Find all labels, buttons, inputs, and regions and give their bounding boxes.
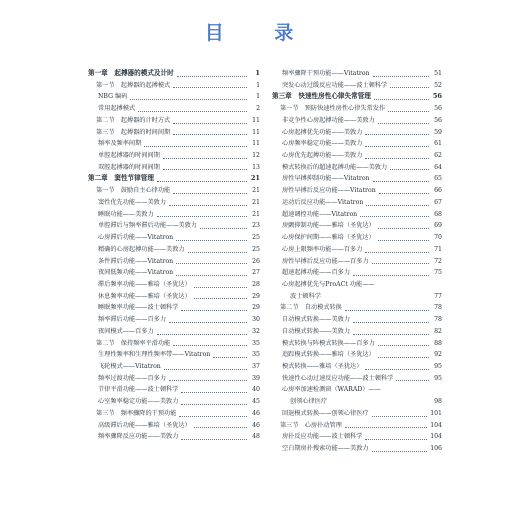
toc-subentry — [272, 431, 442, 443]
toc-subentry — [88, 361, 260, 373]
toc-page-number: 68 — [434, 210, 442, 218]
toc-leader-dots — [396, 380, 429, 381]
toc-entry-text: 运动后反应功能——Vitatron — [282, 198, 364, 206]
toc-subentry — [272, 127, 442, 139]
toc-leader-dots — [194, 427, 247, 428]
toc-subentry — [272, 256, 442, 268]
toc-entry-text: 第二节 保持频率平滑功能 — [96, 339, 171, 347]
toc-leader-dots — [378, 240, 429, 241]
toc-entry-text: 第三节 心房扑动管理 — [280, 421, 342, 429]
toc-page-number: 2 — [256, 105, 260, 113]
toc-page-number: 29 — [252, 292, 260, 300]
toc-subentry — [88, 420, 260, 432]
toc-entry-text: 波士顿科学 — [290, 292, 321, 300]
toc-subentry — [88, 302, 260, 314]
toc-entry-text: 心房优先起搏功能——美敦力 — [282, 152, 363, 160]
toc-leader-dots — [353, 275, 429, 276]
toc-entry-text: 第一节 预防快速性房性心律失常发作 — [280, 105, 386, 113]
toc-leader-dots — [181, 310, 247, 311]
toc-subentry — [272, 279, 442, 291]
toc-page-number: 88 — [434, 339, 442, 347]
toc-subentry — [88, 162, 260, 174]
toc-entry-text: 房扑反应功能——波士顿科学 — [282, 433, 363, 441]
toc-page-number: 35 — [252, 339, 260, 347]
toc-right-column — [272, 68, 442, 455]
toc-subentry — [272, 291, 442, 303]
toc-subentry — [272, 173, 442, 185]
toc-subentry — [88, 431, 260, 443]
toc-leader-dots — [365, 252, 429, 253]
toc-page-number: 92 — [434, 351, 442, 359]
toc-subentry — [88, 314, 260, 326]
toc-page-number: 11 — [252, 128, 260, 136]
toc-page-number: 46 — [252, 421, 260, 429]
toc-leader-dots — [345, 427, 427, 428]
toc-leader-dots — [360, 216, 429, 217]
toc-entry-text: 第一节 起搏器的起搏模式 — [96, 81, 171, 89]
toc-entry-text: 超速起搏功能——百多力 — [282, 269, 351, 277]
toc-page-number: 13 — [252, 163, 260, 171]
toc-entry-text: 非竞争性心房起搏功能——美敦力 — [282, 116, 375, 124]
toc-subentry — [272, 338, 442, 350]
toc-leader-dots — [144, 146, 247, 147]
toc-section-entry — [88, 80, 260, 92]
toc-subentry — [88, 197, 260, 209]
toc-leader-dots — [390, 169, 429, 170]
toc-subentry — [272, 220, 442, 232]
toc-leader-dots — [181, 404, 247, 405]
toc-subentry — [88, 220, 260, 232]
toc-leader-dots — [388, 111, 429, 112]
toc-section-entry — [88, 115, 260, 127]
toc-entry-text: 心房率加速检测窗（WARAD）—— — [282, 386, 381, 394]
toc-leader-dots — [374, 99, 429, 100]
toc-page-number: 78 — [434, 304, 442, 312]
page-title: 目 录 — [204, 22, 316, 44]
toc-page-number: 51 — [434, 70, 442, 77]
toc-chapter-entry — [272, 91, 442, 103]
toc-entry-text: 超速调控功能——Vitatron — [282, 210, 358, 218]
toc-leader-dots — [345, 310, 429, 311]
toc-page-number: 82 — [434, 327, 442, 335]
toc-entry-text: 飞轮模式——Vitatron — [98, 362, 161, 370]
toc-entry-text: 模式转换后的超速起搏功能——美敦力 — [282, 163, 388, 171]
toc-subentry — [88, 244, 260, 256]
toc-entry-text: 第三节 起搏器的时间间期 — [96, 128, 171, 136]
toc-subentry — [272, 361, 442, 373]
toc-subentry — [88, 138, 260, 150]
toc-page-number: 21 — [252, 198, 260, 206]
toc-entry-text: 睡眠功能——美敦力 — [98, 210, 154, 218]
toc-leader-dots — [365, 439, 427, 440]
toc-entry-text: 单腔起搏器的时间间期 — [98, 152, 160, 160]
toc-page-number: 26 — [252, 257, 260, 265]
toc-leader-dots — [173, 87, 247, 88]
toc-entry-text: 模式转换——雅培（圣犹达） — [282, 362, 363, 370]
toc-leader-dots — [163, 158, 247, 159]
toc-entry-text: 心房起搏优先功能——美敦力 — [282, 128, 363, 136]
toc-leader-dots — [173, 134, 247, 135]
toc-leader-dots — [353, 322, 429, 323]
toc-page-number: 35 — [252, 351, 260, 359]
toc-page-number: 32 — [252, 327, 260, 335]
toc-leader-dots — [366, 205, 429, 206]
toc-entry-text: 心房上限频率功能——百多力 — [282, 245, 363, 253]
toc-entry-text: 模式转换与阵模式转换——百多力 — [282, 339, 375, 347]
toc-leader-dots — [194, 287, 247, 288]
toc-entry-text: 空白期房扑搜索功能——美敦力 — [282, 445, 369, 452]
toc-page-number: 46 — [252, 409, 260, 417]
toc-leader-dots — [373, 76, 429, 77]
toc-entry-text: 房性早搏后反应功能——百多力 — [282, 257, 369, 265]
toc-page-number: 30 — [252, 316, 260, 324]
toc-section-entry — [272, 103, 442, 115]
toc-entry-text: 精确的心房起搏功能——美敦力 — [98, 245, 185, 253]
toc-entry-text: 频率滞后功能——百多力 — [98, 316, 167, 324]
toc-subentry — [272, 68, 442, 80]
toc-entry-text: 频率过渡功能——百多力 — [98, 374, 167, 382]
toc-entry-text: 滞后频率功能——雅培（圣犹达） — [98, 280, 191, 288]
toc-subentry — [272, 244, 442, 256]
toc-page-number: 23 — [252, 222, 260, 230]
toc-leader-dots — [372, 416, 428, 417]
toc-page-number: 77 — [434, 292, 442, 300]
toc-page-number: 21 — [250, 174, 260, 183]
toc-entry-text: 第二节 自动模式转换 — [280, 304, 342, 312]
toc-subentry — [272, 384, 442, 396]
toc-leader-dots — [372, 263, 429, 264]
toc-leader-dots — [179, 416, 247, 417]
toc-leader-dots — [378, 228, 429, 229]
toc-subentry — [88, 326, 260, 338]
toc-entry-text: 第二章 窦性节律管理 — [88, 174, 154, 183]
toc-entry-text: 房性早搏后反应功能——Vitatron — [282, 187, 376, 195]
toc-page-number: 61 — [434, 140, 442, 148]
toc-entry-text: 心房滞后功能——Vitatron — [98, 234, 174, 242]
toc-subentry — [272, 314, 442, 326]
toc-chapter-entry — [88, 68, 260, 80]
toc-page-number: 104 — [430, 421, 442, 429]
toc-entry-text: 心房起搏优先与ProACt 功能—— — [282, 280, 375, 288]
toc-leader-dots — [378, 357, 429, 358]
toc-page-number: 75 — [434, 269, 442, 277]
toc-page-number: 25 — [252, 234, 260, 242]
toc-page-number: 69 — [434, 222, 442, 230]
toc-page-number: 71 — [434, 245, 442, 253]
toc-subentry — [272, 326, 442, 338]
toc-entry-text: 频率及频率间期 — [98, 140, 142, 148]
toc-entry-text: 房颤抑制功能——雅培（圣犹达） — [282, 222, 375, 230]
toc-entry-text: 生理性频率和生理性频率带——Vitatron — [98, 351, 211, 359]
toc-page-number: 27 — [252, 269, 260, 277]
toc-subentry — [88, 209, 260, 221]
toc-leader-dots — [390, 87, 429, 88]
toc-page-number: 48 — [252, 433, 260, 441]
toc-subentry — [88, 396, 260, 408]
toc-entry-text: 心房保护间期——雅培（圣犹达） — [282, 234, 375, 242]
toc-page-number: 39 — [252, 374, 260, 382]
toc-page-number: 98 — [434, 398, 442, 406]
toc-leader-dots — [365, 158, 429, 159]
toc-entry-text: 自动模式转换——美敦力 — [282, 316, 351, 324]
toc-entry-text: 休息频率功能——雅培（圣犹达） — [98, 292, 191, 300]
toc-subentry — [88, 232, 260, 244]
toc-leader-dots — [169, 322, 247, 323]
toc-entry-text: 窦性优先功能——美敦力 — [98, 198, 167, 206]
toc-subentry — [272, 443, 442, 455]
toc-page-number: 66 — [434, 187, 442, 195]
toc-page-number: 29 — [252, 304, 260, 312]
toc-subentry — [272, 267, 442, 279]
toc-subentry — [88, 256, 260, 268]
toc-page-number: 1 — [255, 69, 260, 77]
toc-leader-dots — [157, 216, 247, 217]
toc-page-number: 72 — [434, 257, 442, 265]
toc-subentry — [88, 91, 260, 103]
toc-leader-dots — [188, 252, 247, 253]
toc-leader-dots — [157, 181, 247, 182]
toc-page-number: 11 — [252, 116, 260, 124]
toc-page-number: 52 — [434, 81, 442, 89]
toc-subentry — [88, 349, 260, 361]
toc-page-number: 25 — [252, 245, 260, 253]
toc-left-column — [88, 68, 260, 443]
toc-subentry — [272, 209, 442, 221]
toc-leader-dots — [169, 205, 247, 206]
toc-page-number: 56 — [434, 116, 442, 124]
toc-leader-dots — [169, 380, 247, 381]
toc-entry-text: 夜间低频功能——Vitatron — [98, 269, 174, 277]
toc-entry-text: 夜间模式——百多力 — [98, 327, 154, 335]
toc-entry-text: 房性早搏抑制功能——Vitatron — [282, 175, 370, 183]
toc-subentry — [272, 185, 442, 197]
toc-page-number: 37 — [252, 362, 260, 370]
toc-page-number: 12 — [252, 152, 260, 160]
toc-subentry — [272, 150, 442, 162]
toc-page-number: 62 — [434, 152, 442, 160]
toc-leader-dots — [365, 369, 429, 370]
toc-leader-dots — [181, 439, 247, 440]
toc-subentry — [272, 349, 442, 361]
toc-leader-dots — [378, 123, 429, 124]
toc-entry-text: 高级滞后功能——雅培（圣犹达） — [98, 421, 191, 429]
toc-section-entry — [88, 338, 260, 350]
toc-entry-text: 第一章 起搏器的模式及计时 — [88, 69, 174, 77]
toc-entry-text: 双腔起搏器的时间间期 — [98, 163, 160, 171]
toc-page-number: 11 — [252, 140, 260, 148]
toc-section-entry — [272, 420, 442, 432]
toc-subentry — [272, 373, 442, 385]
toc-section-entry — [88, 408, 260, 420]
toc-entry-text: 心室频率稳定功能——美敦力 — [98, 398, 179, 406]
toc-page-number: 40 — [252, 386, 260, 394]
toc-leader-dots — [176, 275, 247, 276]
toc-entry-text: 频率骤降干预功能——Vitatron — [282, 70, 370, 77]
toc-entry-text: 突发心动过缓反应功能——波士顿科学 — [282, 81, 388, 89]
toc-page-number: 28 — [252, 280, 260, 288]
toc-page-number: 70 — [434, 234, 442, 242]
toc-leader-dots — [138, 111, 247, 112]
toc-chapter-entry — [88, 173, 260, 185]
toc-entry-text: 睡眠频率功能——波士顿科学 — [98, 304, 179, 312]
toc-leader-dots — [365, 146, 429, 147]
toc-page-number: 78 — [434, 316, 442, 324]
toc-entry-text: 第一节 鼓励自主心律功能 — [96, 187, 171, 195]
toc-page-number: 1 — [256, 93, 260, 101]
toc-leader-dots — [163, 169, 247, 170]
toc-page-number: 67 — [434, 198, 442, 206]
toc-leader-dots — [164, 369, 247, 370]
toc-leader-dots — [372, 451, 428, 452]
toc-subentry — [272, 408, 442, 420]
toc-page-number: 1 — [256, 81, 260, 89]
toc-subentry — [88, 384, 260, 396]
toc-subentry — [272, 138, 442, 150]
toc-page-number: 45 — [252, 398, 260, 406]
toc-leader-dots — [176, 240, 247, 241]
toc-page-number: 21 — [252, 187, 260, 195]
toc-entry-text: NBG 编码 — [98, 93, 128, 101]
toc-leader-dots — [365, 134, 429, 135]
toc-entry-text: 单腔滞后与频率滞后功能——美敦力 — [98, 222, 197, 230]
toc-entry-text: 心房频率稳定功能——美敦力 — [282, 140, 363, 148]
toc-page-number: 95 — [434, 362, 442, 370]
toc-entry-text: 第三章 快速性房性心律失常管理 — [272, 92, 371, 101]
toc-section-entry — [88, 185, 260, 197]
toc-leader-dots — [373, 181, 429, 182]
toc-leader-dots — [379, 193, 429, 194]
toc-leader-dots — [176, 263, 247, 264]
toc-page-number: 65 — [434, 175, 442, 183]
toc-subentry — [88, 279, 260, 291]
toc-subentry — [88, 103, 260, 115]
toc-entry-text: 节律平滑功能——波士顿科学 — [98, 386, 179, 394]
toc-entry-text: 第二节 起搏器的计时方式 — [96, 116, 171, 124]
toc-page-number: 64 — [434, 163, 442, 171]
toc-entry-text: 第三节 频率骤降的干预功能 — [96, 409, 177, 417]
toc-page-number: 21 — [252, 210, 260, 218]
toc-entry-text: 条件滞后功能——Vitatron — [98, 257, 174, 265]
toc-page-number: 104 — [430, 433, 442, 441]
toc-subentry — [88, 291, 260, 303]
toc-leader-dots — [130, 99, 247, 100]
toc-subentry — [272, 162, 442, 174]
toc-entry-text: 自动模式转换——美敦力 — [282, 327, 351, 335]
toc-leader-dots — [177, 76, 247, 77]
toc-leader-dots — [378, 345, 429, 346]
toc-leader-dots — [157, 334, 247, 335]
toc-subentry — [272, 197, 442, 209]
toc-leader-dots — [194, 298, 247, 299]
toc-entry-text: 频率骤降反应功能——美敦力 — [98, 433, 179, 441]
toc-entry-text: 常用起搏模式 — [98, 105, 136, 113]
toc-subentry — [272, 396, 442, 408]
toc-leader-dots — [200, 228, 247, 229]
toc-section-entry — [272, 302, 442, 314]
toc-leader-dots — [181, 392, 247, 393]
toc-page-number: 56 — [434, 105, 442, 113]
toc-subentry — [272, 115, 442, 127]
toc-subentry — [88, 267, 260, 279]
toc-page-number: 101 — [430, 409, 442, 417]
toc-subentry — [272, 232, 442, 244]
toc-leader-dots — [173, 345, 247, 346]
toc-entry-text: 回退模式转换——创领心律医疗 — [282, 409, 369, 417]
toc-page-number: 106 — [430, 445, 442, 452]
toc-leader-dots — [213, 357, 247, 358]
toc-entry-text: 快速性心动过速反应功能——波士顿科学 — [282, 374, 394, 382]
toc-subentry — [88, 150, 260, 162]
toc-page-number: 95 — [434, 374, 442, 382]
toc-entry-text: 追踪模式转换——雅培（圣犹达） — [282, 351, 375, 359]
toc-subentry — [272, 80, 442, 92]
toc-section-entry — [88, 127, 260, 139]
toc-subentry — [88, 373, 260, 385]
toc-leader-dots — [173, 123, 247, 124]
toc-page-number: 56 — [432, 92, 442, 101]
toc-page-number: 59 — [434, 128, 442, 136]
toc-entry-text: 创领心律医疗 — [290, 398, 328, 406]
toc-leader-dots — [353, 334, 429, 335]
toc-leader-dots — [173, 193, 247, 194]
